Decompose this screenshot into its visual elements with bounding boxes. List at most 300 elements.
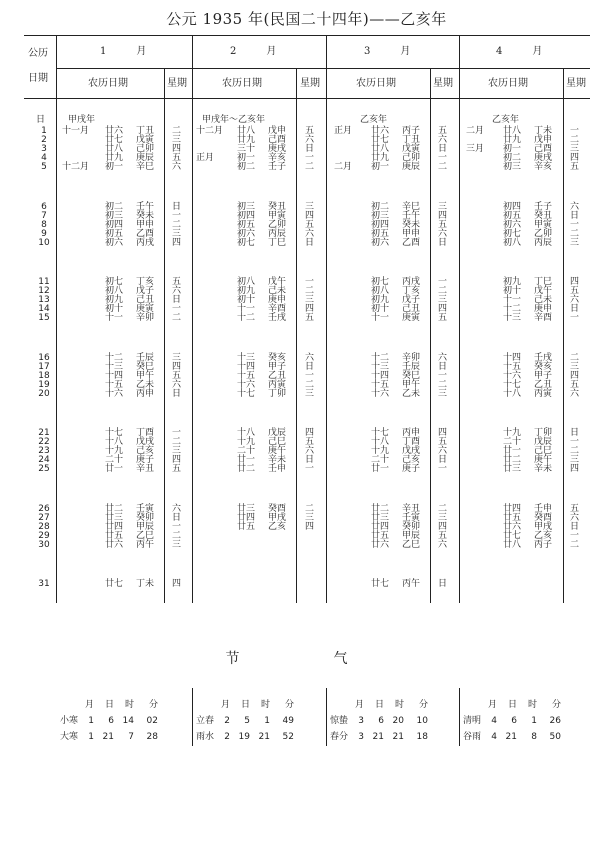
xingqi-header: 星期 (566, 78, 586, 89)
ganzhi-day: 己亥 (402, 455, 421, 466)
day-number: 20 (38, 388, 50, 399)
ganzhi-day: 丁丑 (402, 135, 421, 146)
jieqi-col-header: 分 (418, 700, 428, 710)
lunar-day: 三十 (237, 144, 256, 155)
lunar-day: 初九 (105, 295, 124, 306)
weekday: 二 (305, 503, 315, 514)
lunar-day: 初三 (503, 162, 522, 173)
ganzhi-day: 乙丑 (534, 379, 553, 390)
lunar-day: 廿四 (503, 503, 522, 514)
ganzhi-day: 丁酉 (136, 428, 155, 438)
jieqi-title: 节 气 (225, 651, 388, 667)
weekday: 二 (305, 379, 315, 390)
ganzhi-year: 乙亥年 (492, 115, 520, 125)
lunar-day: 初七 (237, 237, 256, 248)
lunar-day: 初九 (503, 277, 522, 287)
jieqi-value: 21 (102, 732, 114, 742)
jieqi-value: 6 (511, 716, 517, 726)
lunar-day: 初五 (105, 228, 124, 239)
weekday: 五 (438, 126, 448, 136)
day-number: 25 (38, 464, 50, 475)
weekday: 三 (570, 144, 580, 155)
jieqi-value: 21 (392, 732, 404, 742)
ganzhi-day: 庚戌 (534, 153, 553, 164)
lunar-day: 廿八 (237, 126, 256, 136)
ganzhi-day: 丁巳 (534, 277, 553, 287)
weekday: 三 (172, 228, 182, 239)
jieqi-col-header: 月 (220, 700, 230, 710)
lunar-day: 十八 (371, 437, 390, 448)
weekday: 一 (305, 153, 315, 164)
weekday: 四 (305, 210, 315, 221)
ganzhi-day: 戊午 (534, 286, 553, 297)
weekday: 六 (570, 388, 580, 399)
lunar-day: 廿三 (503, 464, 522, 475)
ganzhi-day: 壬辰 (136, 352, 155, 363)
weekday: 五 (570, 162, 580, 173)
month-header: 2 月 (230, 46, 277, 57)
jieqi-col-header: 日 (507, 700, 517, 710)
day-number: 14 (38, 304, 50, 315)
weekday: 二 (570, 135, 580, 146)
ganzhi-day: 壬午 (402, 210, 421, 221)
jieqi-value: 18 (416, 732, 428, 742)
ganzhi-day: 辛酉 (534, 313, 553, 324)
weekday: 日 (438, 579, 448, 589)
jieqi-value: 3 (358, 716, 364, 726)
lunar-day: 初二 (371, 201, 390, 212)
lunar-day: 廿五 (503, 512, 522, 523)
weekday: 六 (305, 352, 315, 363)
ganzhi-day: 庚寅 (136, 304, 155, 315)
ganzhi-day: 戊午 (268, 277, 287, 287)
lunar-day: 十一 (371, 313, 390, 324)
jieqi-value: 49 (282, 716, 294, 726)
lunar-day: 廿一 (105, 464, 124, 475)
ganzhi-day: 己丑 (402, 304, 421, 315)
jieqi-value: 21 (505, 732, 517, 742)
lunar-day: 初六 (105, 237, 124, 248)
ganzhi-day: 庚午 (268, 446, 287, 457)
lunar-day: 十七 (237, 388, 256, 399)
ganzhi-day: 癸卯 (402, 521, 421, 532)
ganzhi-day: 庚申 (534, 304, 553, 315)
weekday: 一 (305, 370, 315, 381)
weekday: 五 (172, 277, 182, 287)
jieqi-name: 谷雨 (463, 732, 482, 742)
ganzhi-day: 辛酉 (268, 304, 287, 315)
divider (164, 68, 165, 603)
ganzhi-day: 丁未 (136, 579, 155, 589)
ganzhi-day: 乙丑 (268, 370, 287, 381)
jieqi-col-header: 时 (124, 700, 134, 710)
weekday: 四 (438, 428, 448, 438)
ganzhi-day: 乙亥 (268, 521, 287, 532)
weekday: 五 (438, 313, 448, 324)
weekday: 一 (172, 304, 182, 315)
lunar-day: 廿六 (371, 539, 390, 550)
ganzhi-year: 甲戌年～乙亥年 (202, 115, 266, 125)
weekday: 日 (570, 210, 580, 221)
ganzhi-day: 甲申 (136, 219, 155, 230)
weekday: 二 (172, 530, 182, 541)
nongli-header: 农历日期 (88, 78, 128, 89)
ganzhi-day: 丙子 (534, 539, 553, 550)
jieqi-value: 10 (416, 716, 428, 726)
lunar-day: 初十 (371, 304, 390, 315)
lunar-day: 初六 (503, 219, 522, 230)
lunar-day: 廿五 (371, 530, 390, 541)
ganzhi-day: 丁亥 (136, 277, 155, 287)
lunar-day: 廿四 (371, 521, 390, 532)
weekday: 一 (438, 153, 448, 164)
ganzhi-day: 壬戌 (534, 352, 553, 363)
weekday: 三 (570, 361, 580, 372)
lunar-day: 廿二 (237, 464, 256, 475)
lunar-day: 初一 (503, 144, 522, 155)
lunar-day: 十八 (105, 437, 124, 448)
lunar-day: 初四 (371, 219, 390, 230)
weekday: 日 (172, 295, 182, 306)
weekday: 四 (172, 361, 182, 372)
day-number: 27 (38, 512, 50, 523)
ganzhi-day: 癸卯 (136, 512, 155, 523)
lunar-day: 十四 (371, 370, 390, 381)
weekday: 五 (438, 437, 448, 448)
ganzhi-day: 癸未 (402, 219, 421, 230)
lunar-day: 廿五 (237, 521, 256, 532)
jieqi-value: 4 (491, 716, 497, 726)
lunar-day: 初九 (237, 286, 256, 297)
jieqi-col-header: 日 (240, 700, 250, 710)
ganzhi-day: 壬午 (136, 201, 155, 212)
ganzhi-day: 甲辰 (402, 530, 421, 541)
weekday: 四 (172, 237, 182, 248)
weekday: 二 (438, 379, 448, 390)
jieqi-value: 1 (88, 732, 94, 742)
lunar-day: 初十 (503, 286, 522, 297)
lunar-day: 廿六 (371, 126, 390, 136)
ganzhi-day: 己酉 (268, 135, 287, 146)
ganzhi-day: 癸巳 (136, 361, 155, 372)
weekday: 五 (570, 503, 580, 514)
ganzhi-day: 癸未 (136, 210, 155, 221)
nongli-header: 农历日期 (222, 78, 262, 89)
jieqi-name: 雨水 (196, 732, 215, 742)
weekday: 四 (438, 304, 448, 315)
ganzhi-day: 辛亥 (534, 162, 553, 173)
weekday: 四 (438, 210, 448, 221)
ganzhi-day: 壬申 (534, 503, 553, 514)
weekday: 二 (570, 228, 580, 239)
divider (192, 35, 193, 603)
lunar-month-label: 正月 (334, 126, 353, 136)
ganzhi-day: 丙申 (136, 388, 155, 399)
lunar-day: 十六 (237, 379, 256, 390)
lunar-day: 十六 (371, 388, 390, 399)
weekday: 六 (438, 228, 448, 239)
ganzhi-day: 丁丑 (136, 126, 155, 136)
lunar-day: 初三 (237, 201, 256, 212)
lunar-day: 十九 (105, 446, 124, 457)
ganzhi-day: 戊辰 (268, 428, 287, 438)
lunar-day: 十一 (105, 313, 124, 324)
lunar-day: 二十 (503, 437, 522, 448)
ganzhi-day: 庚戌 (268, 144, 287, 155)
weekday: 日 (305, 455, 315, 466)
ganzhi-day: 乙巳 (402, 539, 421, 550)
ganzhi-year: 乙亥年 (360, 115, 388, 125)
lunar-day: 廿八 (371, 144, 390, 155)
lunar-day: 初二 (105, 201, 124, 212)
day-number: 23 (38, 446, 50, 457)
day-number: 19 (38, 379, 50, 390)
day-number: 13 (38, 295, 50, 306)
divider (430, 68, 431, 603)
lunar-day: 十三 (105, 361, 124, 372)
lunar-day: 廿三 (371, 512, 390, 523)
jieqi-col-header: 分 (284, 700, 294, 710)
lunar-month-label: 三月 (466, 144, 485, 155)
lunar-day: 十六 (105, 388, 124, 399)
ganzhi-day: 丙午 (402, 579, 421, 589)
jieqi-value: 2 (224, 716, 230, 726)
lunar-day: 廿九 (237, 135, 256, 146)
weekday: 日 (570, 521, 580, 532)
weekday: 一 (570, 437, 580, 448)
divider (326, 688, 327, 746)
jieqi-name: 清明 (463, 716, 482, 726)
jieqi-name: 小寒 (60, 716, 79, 726)
weekday: 六 (305, 135, 315, 146)
ganzhi-day: 戊寅 (136, 135, 155, 146)
weekday: 六 (438, 539, 448, 550)
day-number: 6 (41, 201, 47, 212)
ganzhi-day: 己巳 (268, 437, 287, 448)
weekday: 一 (305, 277, 315, 287)
weekday: 五 (172, 153, 182, 164)
day-number: 11 (38, 277, 50, 287)
weekday: 六 (305, 228, 315, 239)
lunar-day: 初十 (105, 304, 124, 315)
ganzhi-day: 庚午 (534, 455, 553, 466)
ganzhi-day: 丁卯 (268, 388, 287, 399)
ganzhi-day: 乙酉 (402, 237, 421, 248)
lunar-day: 廿七 (105, 135, 124, 146)
lunar-day: 初九 (371, 295, 390, 306)
lunar-day: 廿二 (105, 503, 124, 514)
weekday: 三 (172, 135, 182, 146)
ganzhi-day: 丁未 (534, 126, 553, 136)
ganzhi-year: 甲戌年 (68, 115, 96, 125)
weekday: 五 (172, 464, 182, 475)
lunar-day: 十三 (371, 361, 390, 372)
day-number: 4 (41, 153, 47, 164)
jieqi-col-header: 日 (104, 700, 114, 710)
header-riqi: 日期 (28, 73, 48, 84)
ganzhi-day: 丙子 (402, 126, 421, 136)
weekday: 日 (438, 455, 448, 466)
day-number: 15 (38, 313, 50, 324)
lunar-day: 初六 (237, 228, 256, 239)
ganzhi-day: 庚子 (136, 455, 155, 466)
lunar-day: 十九 (371, 446, 390, 457)
ganzhi-day: 戊子 (136, 286, 155, 297)
lunar-day: 廿二 (371, 503, 390, 514)
weekday: 一 (172, 428, 182, 438)
weekday: 三 (172, 352, 182, 363)
ganzhi-day: 乙巳 (136, 530, 155, 541)
weekday: 六 (305, 446, 315, 457)
weekday: 二 (172, 313, 182, 324)
ganzhi-day: 戊戌 (402, 446, 421, 457)
lunar-day: 十九 (503, 428, 522, 438)
weekday: 四 (570, 370, 580, 381)
ganzhi-day: 辛亥 (268, 153, 287, 164)
weekday: 三 (172, 539, 182, 550)
weekday: 六 (172, 379, 182, 390)
day-number: 28 (38, 521, 50, 532)
jieqi-value: 6 (378, 716, 384, 726)
jieqi-col-header: 日 (374, 700, 384, 710)
weekday: 三 (305, 201, 315, 212)
jieqi-value: 3 (358, 732, 364, 742)
jieqi-value: 2 (224, 732, 230, 742)
day-number: 17 (38, 361, 50, 372)
ganzhi-day: 丙申 (402, 428, 421, 438)
weekday: 二 (570, 352, 580, 363)
day-number: 9 (41, 228, 47, 239)
day-number: 26 (38, 503, 50, 514)
lunar-day: 初六 (371, 237, 390, 248)
month-header: 4 月 (496, 46, 543, 57)
lunar-month-label: 二月 (334, 162, 353, 173)
lunar-month-label: 正月 (196, 153, 215, 164)
divider (459, 688, 460, 746)
lunar-day: 十九 (237, 437, 256, 448)
weekday: 日 (438, 144, 448, 155)
weekday: 六 (438, 446, 448, 457)
ganzhi-day: 己亥 (136, 446, 155, 457)
ganzhi-day: 辛丑 (136, 464, 155, 475)
weekday: 一 (172, 521, 182, 532)
month-header: 3 月 (364, 46, 411, 57)
ganzhi-day: 甲寅 (534, 219, 553, 230)
weekday: 二 (570, 539, 580, 550)
weekday: 一 (172, 210, 182, 221)
ganzhi-day: 庚辰 (136, 153, 155, 164)
weekday: 五 (305, 126, 315, 136)
jieqi-col-header: 分 (551, 700, 561, 710)
lunar-day: 十一 (237, 304, 256, 315)
lunar-day: 初五 (371, 228, 390, 239)
page-title: 公元 1935 年(民国二十四年)——乙亥年 (166, 10, 447, 28)
ganzhi-day: 己丑 (136, 295, 155, 306)
lunar-day: 初二 (237, 162, 256, 173)
xingqi-header: 星期 (300, 78, 320, 89)
weekday: 五 (438, 530, 448, 541)
weekday: 五 (305, 313, 315, 324)
lunar-day: 廿七 (105, 579, 124, 589)
lunar-day: 初八 (371, 286, 390, 297)
day-number: 16 (38, 352, 50, 363)
weekday: 二 (305, 162, 315, 173)
lunar-day: 廿一 (503, 446, 522, 457)
ganzhi-day: 乙卯 (268, 219, 287, 230)
ganzhi-day: 癸酉 (534, 512, 553, 523)
ganzhi-day: 丙寅 (268, 379, 287, 390)
weekday: 日 (305, 237, 315, 248)
ganzhi-day: 丙戌 (136, 237, 155, 248)
jieqi-name: 立春 (196, 716, 215, 726)
lunar-day: 廿八 (503, 126, 522, 136)
day-number: 31 (38, 579, 50, 589)
ganzhi-day: 丙寅 (534, 388, 553, 399)
jieqi-value: 1 (88, 716, 94, 726)
lunar-day: 廿六 (105, 126, 124, 136)
jieqi-name: 大寒 (60, 732, 79, 742)
weekday: 一 (570, 126, 580, 136)
jieqi-col-header: 分 (148, 700, 158, 710)
ganzhi-day: 丁亥 (402, 286, 421, 297)
ganzhi-day: 己酉 (534, 144, 553, 155)
lunar-day: 二十 (237, 446, 256, 457)
lunar-day: 初七 (503, 228, 522, 239)
weekday: 三 (305, 512, 315, 523)
lunar-day: 廿一 (371, 464, 390, 475)
weekday: 四 (305, 428, 315, 438)
lunar-day: 十七 (503, 379, 522, 390)
ganzhi-day: 辛巳 (402, 201, 421, 212)
lunar-day: 十四 (105, 370, 124, 381)
ganzhi-day: 戊辰 (534, 437, 553, 448)
day-number: 30 (38, 539, 50, 550)
ganzhi-day: 辛卯 (136, 313, 155, 324)
day-number: 22 (38, 437, 50, 448)
lunar-month-label: 十二月 (196, 126, 224, 136)
jieqi-col-header: 时 (260, 700, 270, 710)
jieqi-col-header: 时 (394, 700, 404, 710)
jieqi-value: 6 (108, 716, 114, 726)
lunar-day: 廿四 (105, 521, 124, 532)
weekday: 四 (172, 144, 182, 155)
jieqi-value: 8 (531, 732, 537, 742)
weekday: 三 (305, 295, 315, 306)
weekday: 三 (570, 455, 580, 466)
weekday: 日 (305, 144, 315, 155)
weekday: 日 (172, 512, 182, 523)
lunar-day: 初四 (503, 201, 522, 212)
day-number: 29 (38, 530, 50, 541)
lunar-day: 初四 (237, 210, 256, 221)
lunar-day: 初一 (237, 153, 256, 164)
ganzhi-day: 己未 (534, 295, 553, 306)
weekday: 一 (570, 313, 580, 324)
divider (459, 35, 460, 603)
xingqi-header: 星期 (433, 78, 453, 89)
lunar-day: 初七 (371, 277, 390, 287)
jieqi-value: 52 (282, 732, 294, 742)
ganzhi-day: 壬寅 (402, 512, 421, 523)
ganzhi-day: 己卯 (136, 144, 155, 155)
weekday: 四 (438, 521, 448, 532)
ganzhi-day: 壬申 (268, 464, 287, 475)
divider (192, 688, 193, 746)
ganzhi-day: 甲午 (136, 370, 155, 381)
lunar-day: 初三 (371, 210, 390, 221)
ganzhi-day: 庚申 (268, 295, 287, 306)
lunar-day: 十一 (503, 295, 522, 306)
